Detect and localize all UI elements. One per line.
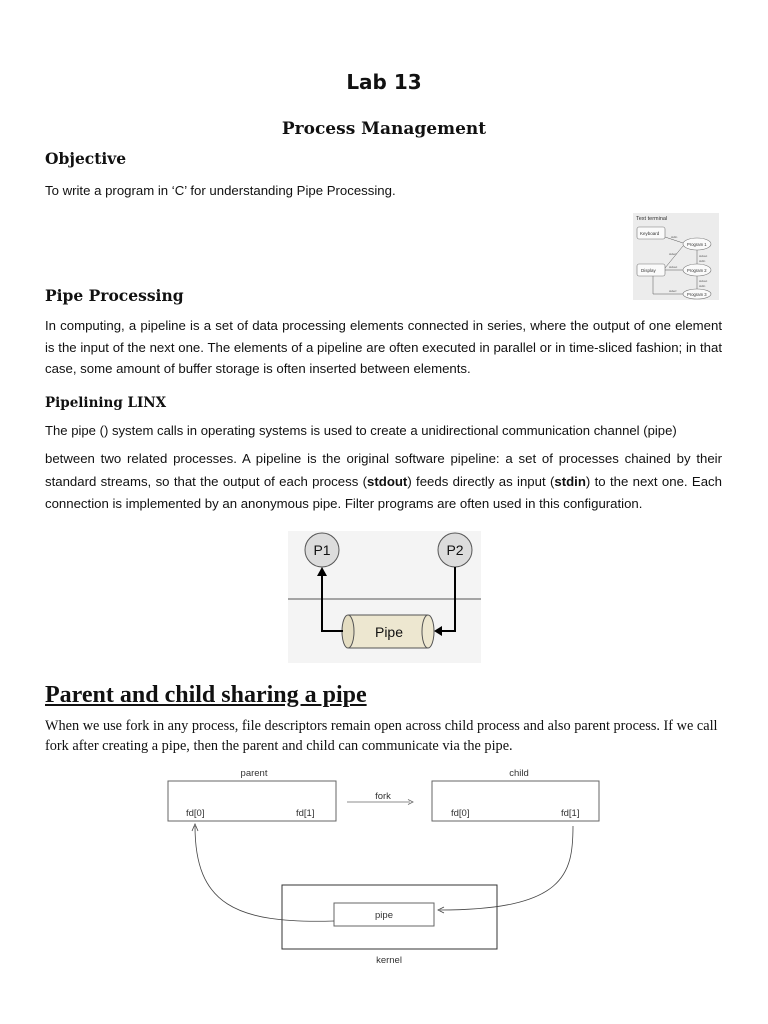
child-label: child [509, 768, 529, 779]
thumb-edge-7: stderr [669, 289, 677, 293]
thumb-display: Display [641, 268, 656, 273]
text-terminal-thumbnail [633, 213, 719, 300]
fork-diagram [165, 764, 605, 968]
thumb-program1: Program 1 [687, 242, 707, 247]
kernel-pipe-label: pipe [375, 910, 393, 921]
pipe-processing-paragraph: In computing, a pipeline is a set of data processing elements connected in series, where the output of one element is the input of the next one. The elements of a pipeline are often executed in parallel or in time-sliced fashion; in that case, some amount of buffer storage is often inserted between elements. [45, 318, 722, 376]
pipelining-text-c: ) to the next one. Each connection is implemented by an anonymous pipe. Filter programs are often used in this configuration. [45, 473, 722, 511]
thumb-edge-1: stdout [699, 254, 708, 258]
pipe-cylinder [342, 615, 354, 648]
fork-label: fork [375, 791, 391, 802]
thumb-edge-5: stdout [669, 265, 678, 269]
stdin-term: stdin [554, 473, 586, 489]
thumb-program3: Program 3 [687, 292, 707, 297]
pipelining-paragraph [45, 448, 722, 516]
pipe-processing-heading: Pipe Processing [45, 286, 184, 305]
pipelining-text-b: ) feeds directly as input ( [407, 473, 555, 489]
thumb-title: Text terminal [636, 216, 668, 222]
thumb-edge-2: stdin [699, 259, 706, 263]
page-subtitle: Process Management [281, 119, 487, 139]
pipelining-linx-heading: Pipelining LINX [45, 395, 167, 411]
stdout-term: stdout [367, 473, 408, 489]
parent-fd0: fd[0] [186, 808, 205, 819]
parent-child-heading: Parent and child sharing a pipe [45, 682, 367, 708]
p2-label: P2 [446, 542, 464, 558]
pipelining-line1: The pipe () system calls in operating systems is used to create a unidirectional communication channel (pipe) [45, 423, 677, 438]
objective-text: To write a program in ‘C’ for understanding Pipe Processing. [45, 183, 396, 198]
thumb-keyboard: Keyboard [640, 231, 660, 236]
child-fd1: fd[1] [561, 808, 580, 819]
parent-label: parent [240, 768, 268, 779]
parent-child-paragraph: When we use fork in any process, file descriptors remain open across child process and also parent process. If we call fork after creating a pipe, then the parent and child can communicate via the pipe. [45, 718, 718, 754]
pipelining-text-a: between two related processes. A pipeline is the original software pipeline: a set of processes chained by their standard streams, so that the output of each process ( [45, 451, 722, 489]
thumb-edge-6: stderr [669, 252, 677, 256]
kernel-label: kernel [376, 955, 402, 966]
objective-heading: Objective [45, 149, 127, 168]
thumb-edge-0: stdin [671, 235, 678, 239]
child-fd0: fd[0] [451, 808, 470, 819]
thumb-edge-4: stdin [699, 284, 706, 288]
page-title: Lab 13 [346, 70, 422, 94]
pipe-diagram [288, 531, 481, 663]
pipe-label: Pipe [374, 624, 404, 640]
thumb-program2: Program 2 [687, 268, 707, 273]
parent-fd1: fd[1] [296, 808, 315, 819]
thumb-edge-3: stdout [699, 279, 708, 283]
p1-label: P1 [313, 542, 331, 558]
